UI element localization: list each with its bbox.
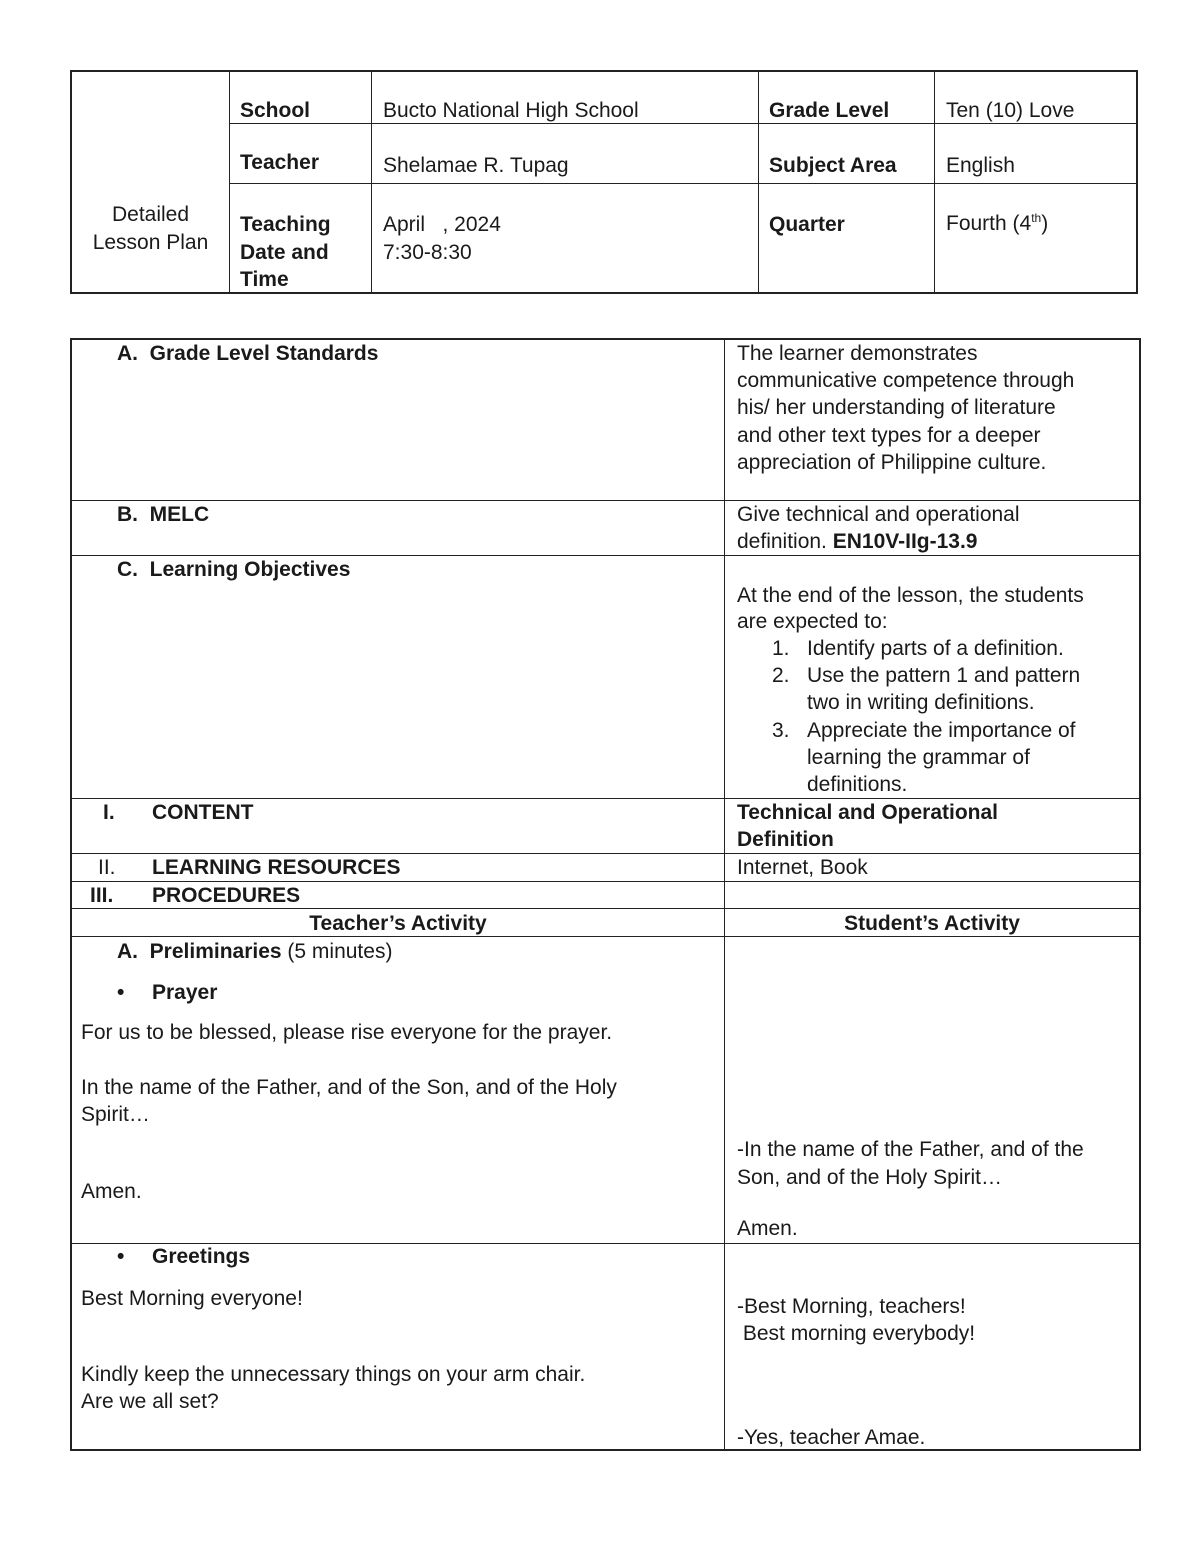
- teacher-line: Amen.: [81, 1180, 142, 1203]
- teaching-date-value: April , 2024: [383, 213, 501, 236]
- objective-text: Appreciate the importance of: [807, 719, 1076, 742]
- objective-number: 3.: [772, 719, 790, 742]
- objective-text: learning the grammar of: [807, 746, 1030, 769]
- quarter-label: Quarter: [769, 213, 845, 236]
- student-line: Son, and of the Holy Spirit…: [737, 1166, 1002, 1189]
- content-value: Technical and Operational: [737, 801, 999, 824]
- standards-line: The learner demonstrates: [737, 342, 978, 365]
- teaching-date-label-2: Date and: [240, 241, 329, 264]
- teacher-line: In the name of the Father, and of the Son, and of the Holy: [81, 1076, 617, 1099]
- content-value: Definition: [737, 828, 834, 851]
- teacher-activity-header: Teacher’s Activity: [309, 912, 487, 935]
- subject-area-label: Subject Area: [769, 154, 897, 177]
- standards-line: appreciation of Philippine culture.: [737, 451, 1047, 474]
- procedures-label: PROCEDURES: [152, 884, 301, 907]
- objective-text: Use the pattern 1 and pattern: [807, 664, 1081, 687]
- standards-label: A. Grade Level Standards: [117, 342, 379, 365]
- grade-level-value: Ten (10) Love: [946, 99, 1075, 122]
- resources-number: II.: [98, 856, 116, 879]
- greetings-label: Greetings: [152, 1245, 251, 1268]
- melc-label: B. MELC: [117, 503, 210, 526]
- bullet-icon: •: [117, 981, 125, 1004]
- plan-title-line-1: Detailed: [111, 203, 190, 226]
- grade-level-label: Grade Level: [769, 99, 890, 122]
- subject-area-value: English: [946, 154, 1015, 177]
- objective-text: Identify parts of a definition.: [807, 637, 1064, 660]
- content-number: I.: [103, 801, 115, 824]
- resources-label: LEARNING RESOURCES: [152, 856, 401, 879]
- student-line: Amen.: [737, 1217, 798, 1240]
- student-line: Best morning everybody!: [737, 1322, 976, 1345]
- melc-line-2: definition. EN10V-IIg-13.9: [737, 530, 978, 553]
- student-line: -Yes, teacher Amae.: [737, 1426, 926, 1449]
- procedures-number: III.: [90, 884, 114, 907]
- objectives-intro: At the end of the lesson, the students: [737, 584, 1084, 607]
- melc-code: EN10V-IIg-13.9: [832, 530, 978, 553]
- teaching-date-label-1: Teaching: [240, 213, 331, 236]
- bullet-icon: •: [117, 1245, 125, 1268]
- teaching-time-value: 7:30-8:30: [383, 241, 472, 264]
- teacher-line: Kindly keep the unnecessary things on your arm chair.: [81, 1363, 586, 1386]
- preliminaries-heading: A. Preliminaries (5 minutes): [117, 940, 393, 963]
- teaching-date-label-3: Time: [240, 268, 289, 291]
- objective-number: 2.: [772, 664, 790, 687]
- objectives-intro: are expected to:: [737, 610, 888, 633]
- resources-value: Internet, Book: [737, 856, 868, 879]
- objective-text: two in writing definitions.: [807, 691, 1035, 714]
- objectives-label: C. Learning Objectives: [117, 558, 351, 581]
- student-line: -Best Morning, teachers!: [737, 1295, 966, 1318]
- teacher-label: Teacher: [240, 151, 319, 174]
- student-line: -In the name of the Father, and of the: [737, 1138, 1084, 1161]
- school-value: Bucto National High School: [383, 99, 639, 122]
- teacher-value: Shelamae R. Tupag: [383, 154, 569, 177]
- teacher-line: Best Morning everyone!: [81, 1287, 303, 1310]
- content-label: CONTENT: [152, 801, 254, 824]
- school-label: School: [240, 99, 311, 122]
- plan-title-line-2: Lesson Plan: [92, 231, 209, 254]
- prayer-label: Prayer: [152, 981, 218, 1004]
- student-activity-header: Student’s Activity: [844, 912, 1020, 935]
- standards-line: communicative competence through: [737, 369, 1075, 392]
- standards-line: his/ her understanding of literature: [737, 396, 1056, 419]
- melc-line-1: Give technical and operational: [737, 503, 1020, 526]
- teacher-line: For us to be blessed, please rise everyone for the prayer.: [81, 1021, 613, 1044]
- standards-line: and other text types for a deeper: [737, 424, 1041, 447]
- teacher-line: Spirit…: [81, 1103, 150, 1126]
- quarter-value: Fourth (4th): [946, 211, 1049, 235]
- objective-text: definitions.: [807, 773, 908, 796]
- teacher-line: Are we all set?: [81, 1390, 219, 1413]
- objective-number: 1.: [772, 637, 790, 660]
